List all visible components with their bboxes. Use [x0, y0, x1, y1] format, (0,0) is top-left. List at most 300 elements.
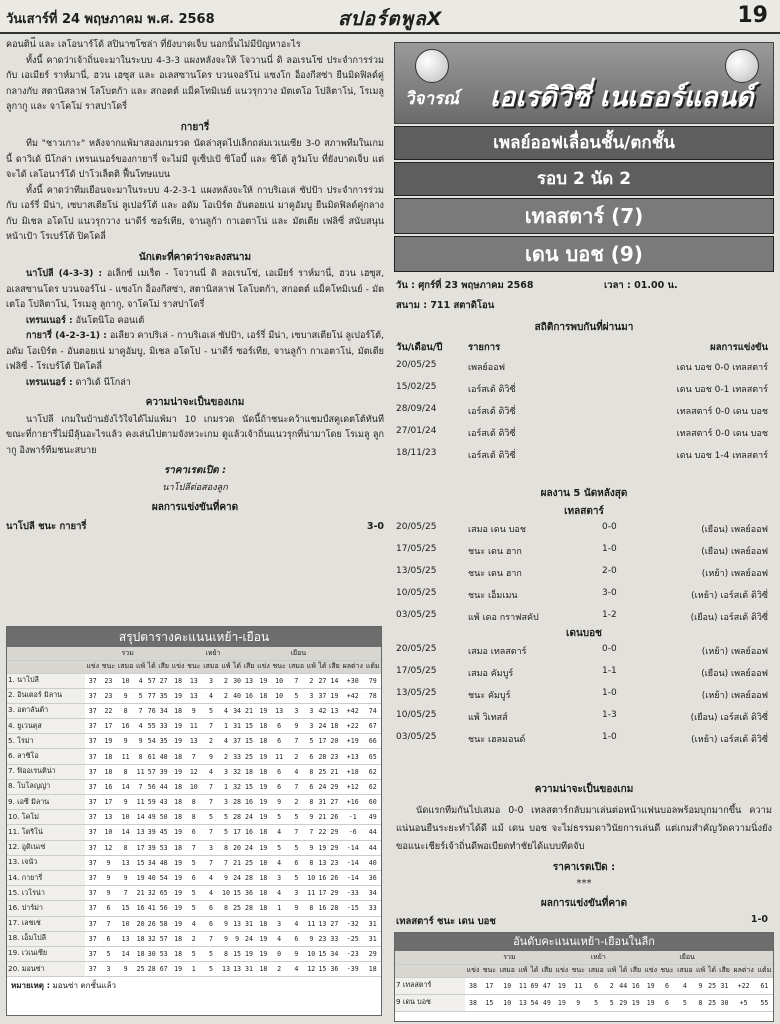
- stat-cell: 13: [232, 916, 243, 931]
- footnote-label: หมายเหตุ :: [11, 981, 50, 991]
- stat-cell: 10: [498, 977, 517, 994]
- stat-cell: 5: [202, 946, 220, 961]
- stat-cell: 65: [157, 886, 170, 901]
- stat-cell: 7: [287, 779, 305, 794]
- stat-cell: 8: [220, 840, 232, 855]
- table-row: [7, 962, 381, 977]
- stat-cell: 37: [85, 825, 100, 840]
- stat-cell: 4: [271, 931, 287, 946]
- stat-cell: 19: [170, 764, 185, 779]
- stat-cell: 24: [232, 870, 243, 885]
- stat-cell: 19: [256, 749, 271, 764]
- stat-cell: 10: [116, 916, 134, 931]
- team-name: 14. กายารี่: [7, 870, 85, 885]
- team-name: 11. โตริโน่: [7, 825, 85, 840]
- prediction-line: [396, 914, 772, 930]
- table-row: [395, 994, 773, 1011]
- stat-cell: 44: [157, 779, 170, 794]
- stat-cell: 5: [186, 855, 202, 870]
- stat-cell: 15: [481, 994, 498, 1011]
- points: 31: [364, 931, 381, 946]
- table-row: [395, 977, 773, 994]
- stat-cell: 1: [220, 779, 232, 794]
- match-date: 03/05/25: [396, 732, 437, 742]
- stat-cell: 19: [170, 719, 185, 734]
- stat-cell: 47: [540, 977, 554, 994]
- stat-cell: 15: [232, 946, 243, 961]
- stat-cell: 11: [570, 977, 587, 994]
- stat-cell: 9: [287, 946, 305, 961]
- table-row: [7, 749, 381, 764]
- match-date: 13/05/25: [396, 566, 437, 576]
- competition: เอร์สเต้ ดิวิซี่: [468, 385, 516, 395]
- stat-cell: 7: [116, 886, 134, 901]
- stat-cell: 5: [100, 946, 116, 961]
- stat-cell: 39: [146, 825, 157, 840]
- points: 44: [364, 825, 381, 840]
- venue-value: 711 สตาดิโอน: [430, 300, 495, 311]
- stat-cell: 14: [135, 810, 147, 825]
- stat-cell: 5: [606, 994, 618, 1011]
- stat-cell: 6: [186, 870, 202, 885]
- column-label: ผลต่าง: [341, 660, 364, 673]
- stat-cell: 18: [170, 673, 185, 688]
- column-label: แต้ม: [756, 964, 773, 977]
- stat-cell: 6: [659, 994, 676, 1011]
- stat-cell: 33: [157, 719, 170, 734]
- stat-cell: 9: [220, 931, 232, 946]
- table-row: [7, 688, 381, 703]
- stat-cell: 69: [529, 977, 540, 994]
- stat-cell: 10: [116, 673, 134, 688]
- stat-cell: 18: [256, 886, 271, 901]
- issue-date: วันเสาร์ที่ 24 พฤษภาคม พ.ศ. 2568: [6, 12, 215, 27]
- table-row: [7, 779, 381, 794]
- stat-cell: 3: [100, 962, 116, 977]
- stat-cell: 19: [554, 977, 570, 994]
- stat-cell: 10: [305, 870, 317, 885]
- stat-cell: 9: [100, 870, 116, 885]
- league-table: [6, 626, 382, 1016]
- stat-cell: 19: [328, 688, 341, 703]
- stat-cell: 19: [629, 994, 643, 1011]
- stat-cell: 19: [554, 994, 570, 1011]
- column-label: เสมอ: [287, 660, 305, 673]
- stat-cell: 37: [85, 840, 100, 855]
- opponent: ชนะ เดน ฮาก: [468, 547, 522, 557]
- score: 1-1: [602, 666, 617, 676]
- stat-cell: 29: [328, 825, 341, 840]
- stat-cell: 7: [220, 855, 232, 870]
- stat-cell: 31: [232, 719, 243, 734]
- coach-label: เทรนเนอร์ :: [26, 315, 73, 326]
- stat-cell: 28: [328, 901, 341, 916]
- stat-cell: 15: [317, 962, 328, 977]
- stat-cell: 3: [271, 870, 287, 885]
- team-name: 18. เอ็มโปลี: [7, 931, 85, 946]
- stat-cell: 6: [587, 977, 606, 994]
- date-label: วัน :: [396, 280, 415, 291]
- stat-cell: 59: [146, 795, 157, 810]
- score: 1-0: [602, 732, 617, 742]
- stat-cell: 6: [271, 779, 287, 794]
- stat-cell: 4: [287, 962, 305, 977]
- table-row: [7, 916, 381, 931]
- lineup-text: อเลียว คาปริเล่ - กาบริเอเล่ ซัปป้า, เอร์รี่ มีน่า, เซบาสเตียโน่ ลูเปอร์โต้, อดัม โอเบิร์ต - อันตอยเน่ มาคูอัมบู, มิเชล อโดโป - นาดีร์ ซอร์เทีย, จานลูก้า กาเอตาโน่, มัตเตีย เฟลิซี่ - โรเบร์โต้ ปิคโคลี่: [6, 331, 384, 372]
- form-row: [396, 710, 772, 726]
- points: 60: [364, 795, 381, 810]
- right-column-preview: [394, 38, 774, 1018]
- stat-cell: 18: [256, 688, 271, 703]
- stat-cell: 54: [157, 870, 170, 885]
- stat-cell: 25: [242, 749, 255, 764]
- coach-label: เทรนเนอร์ :: [26, 377, 73, 388]
- stat-cell: 9: [116, 795, 134, 810]
- stat-cell: 31: [242, 916, 255, 931]
- stat-cell: 41: [146, 901, 157, 916]
- column-label: เสีย: [629, 964, 643, 977]
- prediction-text: เทลสตาร์ ชนะ เดน บอช: [396, 916, 496, 927]
- score: 2-0: [602, 566, 617, 576]
- goal-diff: -25: [341, 931, 364, 946]
- stat-cell: 37: [85, 688, 100, 703]
- points: 66: [364, 734, 381, 749]
- stat-cell: 11: [517, 977, 529, 994]
- stat-cell: 28: [317, 749, 328, 764]
- stat-cell: 49: [540, 994, 554, 1011]
- stat-cell: 7: [202, 855, 220, 870]
- paragraph: ทีม "ชาวเกาะ" หลังจากแพ้มาสองเกมรวด นัดล่าสุดไปเล็กถล่มเวเนเซีย 3-0 สภาพทีมในเกมนี้ ดาวิเด้ นีโกล่า เทรนเนอร์ของกายารี่ จะไม่มี จูเซ็ปเป้ ซิโอบี้ และ ซิโต้ ลูวัมโบ ที่ยังบาดเจ็บ แต่จะได้ เลโอนาร์โด้ ปาโวเล็ตติ ฟื้นโทษแบน: [6, 139, 384, 180]
- time-value: 01.00 น.: [634, 280, 678, 291]
- column-label: ได้: [707, 964, 718, 977]
- form-title: ผลงาน 5 นัดหลังสุด: [540, 488, 628, 499]
- table-row: [7, 886, 381, 901]
- venue-competition: (เยือน) เพลย์ออฟ: [701, 547, 768, 557]
- stat-cell: 19: [100, 734, 116, 749]
- stat-cell: 77: [146, 688, 157, 703]
- stat-cell: 13: [328, 703, 341, 718]
- stat-cell: 6: [202, 916, 220, 931]
- stat-cell: 2: [271, 962, 287, 977]
- stat-cell: 2: [186, 931, 202, 946]
- stat-cell: 37: [85, 870, 100, 885]
- stat-cell: 8: [135, 749, 147, 764]
- competition-bar: เพลย์ออฟเลื่อนชั้น/ตกชั้น: [394, 126, 774, 160]
- team-name: 13. เจนัว: [7, 855, 85, 870]
- column-label: แข่ง: [256, 660, 271, 673]
- stat-cell: 24: [242, 931, 255, 946]
- stat-cell: 18: [328, 719, 341, 734]
- stat-cell: 19: [170, 886, 185, 901]
- stat-cell: 19: [170, 825, 185, 840]
- stat-cell: 5: [271, 810, 287, 825]
- stat-cell: 2: [202, 734, 220, 749]
- stat-cell: 7: [100, 916, 116, 931]
- stat-cell: 8: [220, 946, 232, 961]
- stat-cell: 15: [232, 886, 243, 901]
- stat-cell: 13: [317, 916, 328, 931]
- stat-cell: 13: [116, 931, 134, 946]
- price-heading: ราคาเรตเปิด :: [552, 862, 616, 873]
- stat-cell: 27: [157, 673, 170, 688]
- venue-label: สนาม :: [396, 300, 427, 311]
- banner-small-text: วิจารณ์: [405, 89, 459, 109]
- stat-cell: 11: [135, 795, 147, 810]
- prediction-text: นาโปลี ชนะ กายารี่: [6, 520, 87, 532]
- column-label: แพ้: [694, 964, 706, 977]
- stat-cell: 38: [465, 977, 481, 994]
- stat-cell: 14: [328, 673, 341, 688]
- stat-cell: 7: [287, 825, 305, 840]
- form-home-title: เทลสตาร์: [564, 506, 604, 517]
- stat-cell: 19: [256, 931, 271, 946]
- stat-cell: 9: [116, 734, 134, 749]
- stat-cell: 4: [220, 734, 232, 749]
- stat-cell: 26: [328, 810, 341, 825]
- stat-cell: 17: [100, 795, 116, 810]
- football-icon: [415, 49, 449, 83]
- opponent: ชนะ คัมบูร์: [468, 691, 511, 701]
- stat-cell: 6: [271, 734, 287, 749]
- stat-cell: 16: [242, 688, 255, 703]
- column-label: ชนะ: [481, 964, 498, 977]
- paragraph: นาโปลี เกมในบ้านยังไว้ใจได้ไม่แพ้มา 10 เกมรวด นัดนี้ถ้าชนะคว้าแชมป์สคูเดตโต้ทันที ขณะที่กายารี่ไม่มีลุ้นอะไรแล้ว คงเล่นไปตามจังหวะเกม ดูแล้วเจ้าถิ่นแนวรุกที่น่ามาโดย โรเมลู ลูกากู อิงพาร์ทีมชนะสบาย: [6, 414, 384, 456]
- table-row: [7, 901, 381, 916]
- stat-cell: 19: [170, 916, 185, 931]
- stat-cell: 9: [570, 994, 587, 1011]
- stat-cell: 9: [100, 886, 116, 901]
- stat-cell: 18: [170, 749, 185, 764]
- stat-cell: 40: [232, 688, 243, 703]
- stat-cell: 11: [116, 749, 134, 764]
- coach-name: อันโตนิโอ คอนเต้: [75, 315, 145, 326]
- venue-competition: (เยือน) เพลย์ออฟ: [701, 669, 768, 679]
- stat-cell: 15: [242, 734, 255, 749]
- stat-cell: 19: [256, 810, 271, 825]
- stat-cell: 14: [116, 779, 134, 794]
- stat-cell: 37: [85, 764, 100, 779]
- opponent: เสมอ คัมบูร์: [468, 669, 514, 679]
- goal-diff: +42: [341, 703, 364, 718]
- group-label: เหย้า: [170, 647, 255, 660]
- stat-cell: 26: [328, 870, 341, 885]
- stat-cell: 6: [271, 719, 287, 734]
- stat-cell: 5: [202, 703, 220, 718]
- goal-diff: +19: [341, 734, 364, 749]
- stat-cell: 20: [135, 916, 147, 931]
- match-date: 20/05/25: [396, 644, 437, 654]
- lineup-label: กายารี่ (4-2-3-1) :: [26, 331, 107, 341]
- points: 29: [364, 946, 381, 961]
- match-date: 10/05/25: [396, 588, 437, 598]
- stat-cell: 18: [256, 719, 271, 734]
- opponent: เสมอ เดน บอช: [468, 525, 526, 535]
- stat-cell: 9: [116, 870, 134, 885]
- stat-cell: 5: [587, 994, 606, 1011]
- table-row: [7, 855, 381, 870]
- team-name: 10. โคโม่: [7, 810, 85, 825]
- stat-cell: 7: [186, 840, 202, 855]
- column-label: ผลต่าง: [731, 964, 755, 977]
- section-heading: ความน่าจะเป็นของเกม: [145, 397, 245, 408]
- price-value: ***: [576, 878, 592, 889]
- column-label: ได้: [317, 660, 328, 673]
- table-row: [7, 734, 381, 749]
- paragraph: คอนติน่ี และ เลโอนาร์โด้ สปินาซโซล่า ที่ยังบาดเจ็บ นอกนั้นไม่มีปัญหาอะไร: [6, 40, 301, 50]
- match-date: 10/05/25: [396, 710, 437, 720]
- stat-cell: 19: [256, 795, 271, 810]
- form-away-title: เดนบอช: [566, 628, 602, 639]
- stat-cell: 44: [618, 977, 629, 994]
- stat-cell: 18: [170, 703, 185, 718]
- match-result: เทลสตาร์ 0-0 เดน บอช: [676, 407, 768, 417]
- stat-cell: 13: [517, 994, 529, 1011]
- goal-diff: +22: [341, 719, 364, 734]
- stat-cell: 36: [242, 886, 255, 901]
- stat-cell: 5: [287, 870, 305, 885]
- score: 1-0: [602, 688, 617, 698]
- stat-cell: 57: [146, 673, 157, 688]
- stat-cell: 9: [220, 916, 232, 931]
- column-label: ได้: [618, 964, 629, 977]
- score: 1-3: [602, 710, 617, 720]
- column-label: แข่ง: [465, 964, 481, 977]
- stat-cell: 5: [186, 886, 202, 901]
- brand-logo: สปอร์ตพูลX: [338, 8, 443, 30]
- stat-cell: 6: [202, 901, 220, 916]
- stat-cell: 15: [242, 779, 255, 794]
- goal-diff: +5: [731, 994, 755, 1011]
- stat-cell: 24: [242, 810, 255, 825]
- team-name: 9. เอซี มิลาน: [7, 795, 85, 810]
- stat-cell: 13: [135, 825, 147, 840]
- match-result: เทลสตาร์ 0-0 เดน บอช: [676, 429, 768, 439]
- stat-cell: 9: [287, 719, 305, 734]
- stat-cell: 10: [100, 825, 116, 840]
- stat-cell: 25: [242, 855, 255, 870]
- form-row: [396, 588, 772, 604]
- group-label: เหย้า: [554, 951, 643, 964]
- stat-cell: 13: [232, 962, 243, 977]
- stat-cell: 40: [146, 870, 157, 885]
- stat-cell: 2: [287, 795, 305, 810]
- stat-cell: 19: [242, 946, 255, 961]
- team-name: 12. อูดิเนเซ่: [7, 840, 85, 855]
- table-row: [7, 931, 381, 946]
- column-label: ชนะ: [570, 964, 587, 977]
- banner-title: เอเรดิวิซี่ เนเธอร์แลนด์: [490, 82, 754, 113]
- stat-cell: 39: [146, 840, 157, 855]
- stat-cell: 7: [202, 719, 220, 734]
- goal-diff: +30: [341, 673, 364, 688]
- stat-cell: 58: [157, 916, 170, 931]
- time-label: เวลา :: [604, 280, 631, 291]
- stat-cell: 9: [100, 855, 116, 870]
- stat-cell: 19: [170, 870, 185, 885]
- stat-cell: 16: [242, 795, 255, 810]
- column-label: แข่ง: [554, 964, 570, 977]
- stat-cell: 8: [186, 795, 202, 810]
- points: 44: [364, 840, 381, 855]
- blank-cell: [7, 660, 85, 673]
- stat-cell: 13: [100, 810, 116, 825]
- stat-cell: 56: [146, 779, 157, 794]
- column-label: ได้: [232, 660, 243, 673]
- column-label: แพ้: [517, 964, 529, 977]
- points: 33: [364, 901, 381, 916]
- h2h-title: สถิติการพบกันที่ผ่านมา: [534, 322, 634, 333]
- stat-cell: 23: [100, 673, 116, 688]
- stat-cell: 19: [170, 734, 185, 749]
- stat-cell: 9: [116, 962, 134, 977]
- stat-cell: 37: [85, 901, 100, 916]
- match-date: 17/05/25: [396, 666, 437, 676]
- stat-cell: 50: [157, 810, 170, 825]
- stat-cell: 18: [135, 946, 147, 961]
- table-row: [7, 810, 381, 825]
- column-label: เสีย: [157, 660, 170, 673]
- team-name: 5. โรม่า: [7, 734, 85, 749]
- stat-cell: 3: [202, 840, 220, 855]
- stat-cell: 9: [694, 977, 706, 994]
- table-title: สรุปตารางคะแนนเหย้า-เยือน: [7, 627, 381, 647]
- opponent: ชนะ เอ็มเมน: [468, 591, 518, 601]
- coach-home: [6, 314, 384, 330]
- stat-cell: 18: [256, 962, 271, 977]
- stat-cell: 17: [232, 825, 243, 840]
- stat-cell: 4: [271, 855, 287, 870]
- goal-diff: -33: [341, 886, 364, 901]
- section-heading: นักเตะที่คาดว่าจะลงสนาม: [138, 251, 252, 263]
- stat-cell: 19: [643, 977, 659, 994]
- team-name: 19. เวเนเซีย: [7, 946, 85, 961]
- stat-cell: 9: [287, 901, 305, 916]
- stat-cell: 29: [328, 840, 341, 855]
- points: 62: [364, 764, 381, 779]
- points: 67: [364, 719, 381, 734]
- group-label: เยือน: [643, 951, 732, 964]
- stat-cell: 56: [157, 901, 170, 916]
- stat-cell: 38: [465, 994, 481, 1011]
- stat-cell: 37: [85, 810, 100, 825]
- score: 3-0: [602, 588, 617, 598]
- stat-cell: 6: [100, 901, 116, 916]
- column-label: ได้: [146, 660, 157, 673]
- league-banner: [394, 42, 774, 124]
- stat-cell: 13: [186, 673, 202, 688]
- goal-diff: -23: [341, 946, 364, 961]
- round-bar: รอบ 2 นัด 2: [394, 162, 774, 196]
- column-label: ชนะ: [659, 964, 676, 977]
- h2h-row: [396, 382, 772, 398]
- goal-diff: +13: [341, 749, 364, 764]
- points: 74: [364, 703, 381, 718]
- stat-cell: 7: [202, 795, 220, 810]
- price-heading: ราคาเรตเปิด :: [163, 465, 227, 476]
- stat-cell: 22: [317, 825, 328, 840]
- stat-cell: 11: [305, 916, 317, 931]
- lineup-text: อเล็กซ์ เมเร็ต - โจวานนี่ ดิ ลอเรนโซ่, เอเมียร์ ราห์มานี่, ฮวน เฮซุส, อเลสซานโดร บวนจอร์โน่ - แซงโก อ็องกีสซ่า, สตานิสลาฟ โลโบตก้า, สกอตต์ แม็คโทมิเนย์ - มัตเตโอ โปลิตาโน่, โรเมลู ลูกากู, จาโคโม่ ราสปาโดรี่: [6, 269, 384, 310]
- stat-cell: 18: [256, 734, 271, 749]
- points: 79: [364, 673, 381, 688]
- stat-cell: 30: [146, 946, 157, 961]
- group-label: รวม: [85, 647, 170, 660]
- stat-cell: 34: [146, 855, 157, 870]
- stat-cell: 5: [305, 734, 317, 749]
- stat-cell: 33: [232, 749, 243, 764]
- team-name: 7 เทลสตาร์: [395, 977, 465, 994]
- group-label: เยือน: [256, 647, 341, 660]
